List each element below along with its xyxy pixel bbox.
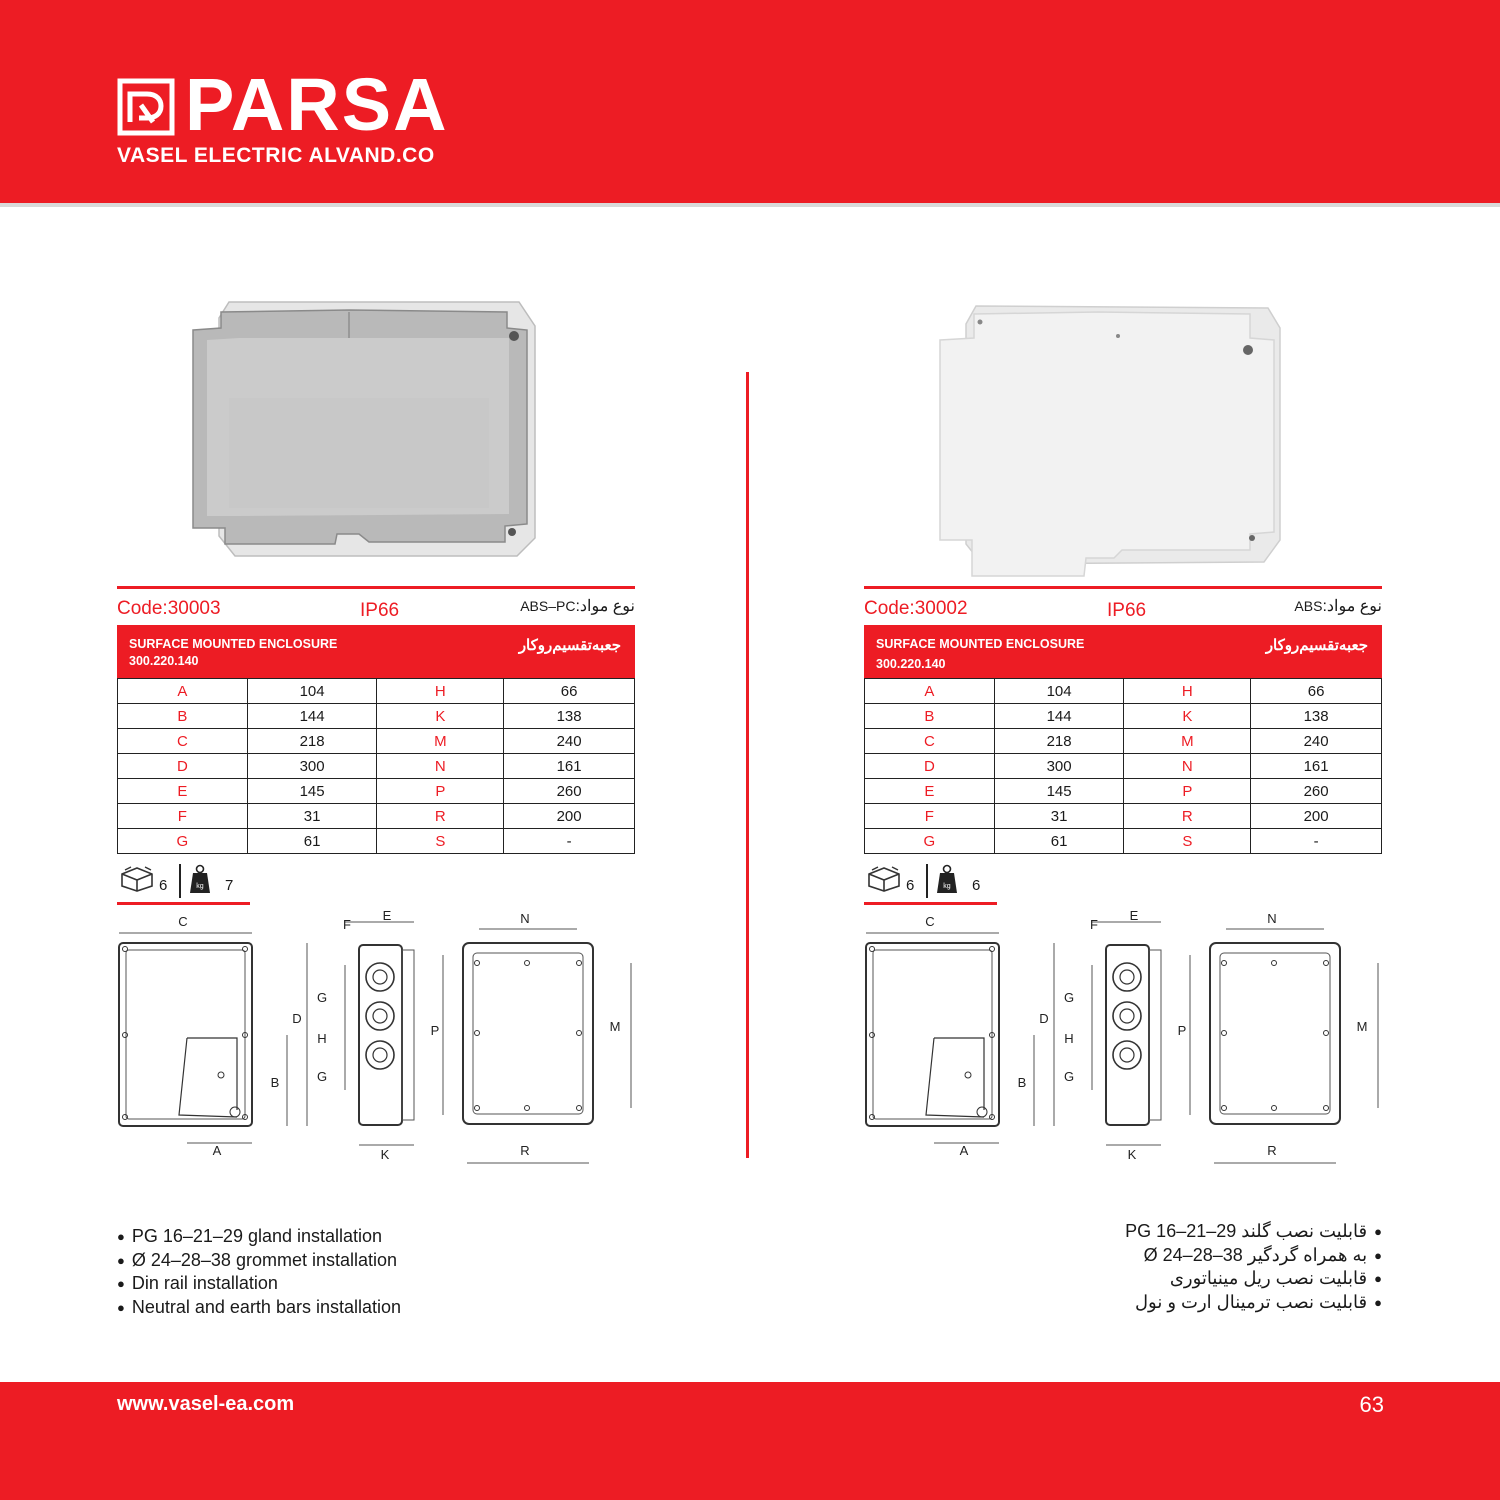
mount-hole xyxy=(475,1106,480,1111)
product-panel-30002 xyxy=(864,0,1382,1382)
table-row xyxy=(865,804,1382,829)
gland-knockout-inner xyxy=(1120,1048,1134,1062)
feature-item: ● PG 16–21–29 gland installation xyxy=(117,1225,401,1249)
drawing-label: H xyxy=(1064,1031,1074,1046)
screw-point xyxy=(123,1033,128,1038)
mount-hole xyxy=(1324,1031,1329,1036)
gland-knockout-inner xyxy=(1120,1009,1134,1023)
dimension-key: K xyxy=(377,704,504,729)
dimension-value: 218 xyxy=(247,729,377,754)
dimension-value: 161 xyxy=(504,754,635,779)
features-list-en xyxy=(117,1225,401,1319)
packaging-info xyxy=(117,862,257,894)
packaging-separator xyxy=(926,864,928,898)
dimension-key: D xyxy=(118,754,248,779)
drawing-label: M xyxy=(1356,1019,1368,1034)
mount-hole xyxy=(1222,1106,1227,1111)
drawing-label: R xyxy=(1267,1143,1277,1158)
drawing-label: H xyxy=(317,1031,327,1046)
dimension-value: 61 xyxy=(247,829,377,854)
mount-hole xyxy=(1272,1106,1277,1111)
dimension-key: F xyxy=(118,804,248,829)
dimensions-table xyxy=(117,678,635,854)
table-row xyxy=(118,729,635,754)
website-link[interactable]: www.vasel-ea.com xyxy=(117,1393,295,1415)
mount-hole xyxy=(1324,961,1329,966)
gland-knockout-inner xyxy=(1120,970,1134,984)
feature-item: ● قابلیت نصب ریل مینیاتوری xyxy=(1125,1267,1382,1291)
dimension-value: 31 xyxy=(994,804,1124,829)
dimension-key: B xyxy=(118,704,248,729)
gland-knockout xyxy=(366,1002,394,1030)
gland-knockout xyxy=(1113,1041,1141,1069)
feature-item: ● Neutral and earth bars installation xyxy=(117,1296,401,1320)
product-title-fa: جعبه‌تقسیم‌روکار xyxy=(518,637,621,654)
gland-knockout xyxy=(366,963,394,991)
ip-rating: IP66 xyxy=(1107,600,1147,621)
back-view-outline xyxy=(1210,943,1340,1124)
dimension-value: 260 xyxy=(1251,779,1382,804)
drawing-label: A xyxy=(212,1143,222,1158)
product-panel-30003 xyxy=(117,0,635,1382)
mount-hole xyxy=(577,1031,582,1036)
back-view-outline xyxy=(463,943,593,1124)
dimension-value: 145 xyxy=(994,779,1124,804)
side-view-outline xyxy=(1106,945,1149,1125)
drawing-label: G xyxy=(1063,990,1075,1005)
weight-value: 6 xyxy=(972,877,981,894)
feature-item: ● به همراه گردگیر 38–28–24 Ø xyxy=(1125,1244,1382,1268)
table-row xyxy=(865,704,1382,729)
spec-header xyxy=(864,625,1382,678)
screw-point xyxy=(870,1033,875,1038)
dimension-key: S xyxy=(377,829,504,854)
screw-point xyxy=(123,947,128,952)
drawing-label: P xyxy=(430,1023,440,1038)
front-view-outline xyxy=(119,943,252,1126)
dimensions-table-body xyxy=(865,679,1382,854)
dimension-value: 300 xyxy=(247,754,377,779)
dimension-value: 260 xyxy=(504,779,635,804)
drawing-label: P xyxy=(1177,1023,1187,1038)
dimension-value: 200 xyxy=(504,804,635,829)
dimension-value: 66 xyxy=(504,679,635,704)
box-quantity: 6 xyxy=(159,877,168,894)
mount-hole xyxy=(965,1072,971,1078)
product-photo-opaque xyxy=(938,300,1284,580)
box-icon xyxy=(866,864,902,892)
dimension-key: N xyxy=(377,754,504,779)
svg-text:kg: kg xyxy=(943,883,951,890)
dimension-key: C xyxy=(118,729,248,754)
din-rail-cutout xyxy=(179,1038,237,1117)
dimension-key: B xyxy=(865,704,995,729)
dimension-key: G xyxy=(118,829,248,854)
dimension-value: 240 xyxy=(1251,729,1382,754)
spec-header-en xyxy=(129,636,337,670)
feature-item: ● قابلیت نصب گلند PG 16–21–29 xyxy=(1125,1220,1382,1244)
table-row xyxy=(118,829,635,854)
product-size: 300.220.140 xyxy=(129,654,199,668)
table-row xyxy=(865,829,1382,854)
mount-hole xyxy=(475,1031,480,1036)
product-code: Code:30003 xyxy=(117,598,221,619)
drawing-label: F xyxy=(343,917,351,932)
material-info xyxy=(1294,596,1382,616)
side-view-lid xyxy=(1149,950,1161,1120)
table-row xyxy=(865,679,1382,704)
dimension-key: K xyxy=(1124,704,1251,729)
technical-drawing xyxy=(864,905,1382,1175)
din-rail-cutout xyxy=(926,1038,984,1117)
weight-icon xyxy=(936,864,958,894)
product-code: Code:30002 xyxy=(864,598,968,619)
dimension-key: P xyxy=(377,779,504,804)
dimension-key: N xyxy=(1124,754,1251,779)
drawing-label: B xyxy=(1017,1075,1027,1090)
brand-subtitle: VASEL ELECTRIC ALVAND.CO xyxy=(117,144,435,167)
side-view-outline xyxy=(359,945,402,1125)
back-view-inner xyxy=(1220,953,1330,1114)
table-row xyxy=(118,779,635,804)
dimension-key: R xyxy=(1124,804,1251,829)
table-row xyxy=(118,804,635,829)
dimension-key: E xyxy=(865,779,995,804)
drawing-label: D xyxy=(1039,1011,1049,1026)
dimension-value: 144 xyxy=(994,704,1124,729)
dimension-value: 144 xyxy=(247,704,377,729)
drawing-label: K xyxy=(380,1147,390,1162)
drawing-label: G xyxy=(316,1069,328,1084)
drawing-label: A xyxy=(959,1143,969,1158)
packaging-separator xyxy=(179,864,181,898)
feature-item: ● Ø 24–28–38 grommet installation xyxy=(117,1249,401,1273)
mount-hole xyxy=(1222,961,1227,966)
product-photo-transparent xyxy=(189,288,541,570)
weight-value: 7 xyxy=(225,877,234,894)
brand-name: PARSA xyxy=(185,63,449,146)
gland-knockout-inner xyxy=(373,1048,387,1062)
gland-knockout xyxy=(1113,1002,1141,1030)
spec-header-en xyxy=(876,636,1084,673)
page-number: 63 xyxy=(1359,1392,1384,1417)
dimension-key: G xyxy=(865,829,995,854)
screw-point xyxy=(870,947,875,952)
front-view-outline xyxy=(866,943,999,1126)
dimension-value: 300 xyxy=(994,754,1124,779)
dimension-value: 61 xyxy=(994,829,1124,854)
ip-rating: IP66 xyxy=(360,600,400,621)
drawing-label: G xyxy=(1063,1069,1075,1084)
dimensions-table-body xyxy=(118,679,635,854)
material-label: نوع مواد: xyxy=(575,598,635,615)
product-title-en: SURFACE MOUNTED ENCLOSURE xyxy=(876,637,1085,651)
side-view-lid xyxy=(402,950,414,1120)
gland-knockout xyxy=(1113,963,1141,991)
section-rule xyxy=(117,586,635,589)
dimension-key: E xyxy=(118,779,248,804)
table-row xyxy=(118,754,635,779)
material-info xyxy=(520,596,635,616)
table-row xyxy=(865,779,1382,804)
dimension-key: A xyxy=(865,679,995,704)
dimension-key: M xyxy=(377,729,504,754)
dimension-key: P xyxy=(1124,779,1251,804)
mount-hole xyxy=(1272,961,1277,966)
mount-hole xyxy=(1222,1031,1227,1036)
column-divider xyxy=(746,372,749,1158)
mount-hole xyxy=(218,1072,224,1078)
screw-point xyxy=(990,947,995,952)
section-rule xyxy=(864,586,1382,589)
feature-item: ● Din rail installation xyxy=(117,1272,401,1296)
dimension-key: H xyxy=(377,679,504,704)
dimension-value: 240 xyxy=(504,729,635,754)
dimension-value: 145 xyxy=(247,779,377,804)
table-row xyxy=(865,729,1382,754)
dimensions-table xyxy=(864,678,1382,854)
mount-hole xyxy=(977,1107,987,1117)
dimension-value: - xyxy=(504,829,635,854)
drawing-label: G xyxy=(316,990,328,1005)
drawing-label: R xyxy=(520,1143,530,1158)
table-row xyxy=(118,704,635,729)
dimension-value: - xyxy=(1251,829,1382,854)
material-label: نوع مواد: xyxy=(1322,598,1382,615)
dimension-value: 31 xyxy=(247,804,377,829)
drawing-label: N xyxy=(520,911,530,926)
drawing-label: E xyxy=(1129,908,1139,923)
box-quantity: 6 xyxy=(906,877,915,894)
drawing-label: C xyxy=(178,914,188,929)
mount-hole xyxy=(577,961,582,966)
product-size: 300.220.140 xyxy=(876,657,946,671)
drawing-label: C xyxy=(925,914,935,929)
dimension-value: 138 xyxy=(1251,704,1382,729)
drawing-label: M xyxy=(609,1019,621,1034)
back-view-inner xyxy=(473,953,583,1114)
dimension-key: R xyxy=(377,804,504,829)
drawing-label: N xyxy=(1267,911,1277,926)
material-value: ABS xyxy=(1294,598,1323,614)
screw-point xyxy=(243,947,248,952)
product-title-en: SURFACE MOUNTED ENCLOSURE xyxy=(129,637,338,651)
screw-point xyxy=(123,1115,128,1120)
screw-point xyxy=(870,1115,875,1120)
dimension-key: A xyxy=(118,679,248,704)
front-view-inner xyxy=(873,950,992,1119)
dimension-key: H xyxy=(1124,679,1251,704)
dimension-key: C xyxy=(865,729,995,754)
dimension-value: 200 xyxy=(1251,804,1382,829)
front-view-inner xyxy=(126,950,245,1119)
feature-item: ● قابلیت نصب ترمینال ارت و نول xyxy=(1125,1291,1382,1315)
weight-icon xyxy=(189,864,211,894)
material-value: ABS–PC xyxy=(520,598,576,614)
dimension-value: 66 xyxy=(1251,679,1382,704)
packaging-info xyxy=(864,862,1004,894)
mount-hole xyxy=(230,1107,240,1117)
drawing-label: K xyxy=(1127,1147,1137,1162)
gland-knockout xyxy=(366,1041,394,1069)
mount-hole xyxy=(577,1106,582,1111)
dimension-value: 161 xyxy=(1251,754,1382,779)
box-icon xyxy=(119,864,155,892)
dimension-key: F xyxy=(865,804,995,829)
technical-drawing xyxy=(117,905,635,1175)
dimension-key: M xyxy=(1124,729,1251,754)
mount-hole xyxy=(525,961,530,966)
spec-header xyxy=(117,625,635,678)
table-row xyxy=(118,679,635,704)
mount-hole xyxy=(475,961,480,966)
dimension-key: S xyxy=(1124,829,1251,854)
mount-hole xyxy=(525,1106,530,1111)
svg-text:kg: kg xyxy=(196,883,204,890)
mount-hole xyxy=(1324,1106,1329,1111)
drawing-label: E xyxy=(382,908,392,923)
dimension-key: D xyxy=(865,754,995,779)
dimension-value: 218 xyxy=(994,729,1124,754)
features-list-fa xyxy=(1125,1220,1382,1314)
drawing-label: D xyxy=(292,1011,302,1026)
dimension-value: 138 xyxy=(504,704,635,729)
dimension-value: 104 xyxy=(247,679,377,704)
drawing-label: B xyxy=(270,1075,280,1090)
table-row xyxy=(865,754,1382,779)
gland-knockout-inner xyxy=(373,970,387,984)
product-title-fa: جعبه‌تقسیم‌روکار xyxy=(1265,637,1368,654)
drawing-label: F xyxy=(1090,917,1098,932)
dimension-value: 104 xyxy=(994,679,1124,704)
gland-knockout-inner xyxy=(373,1009,387,1023)
